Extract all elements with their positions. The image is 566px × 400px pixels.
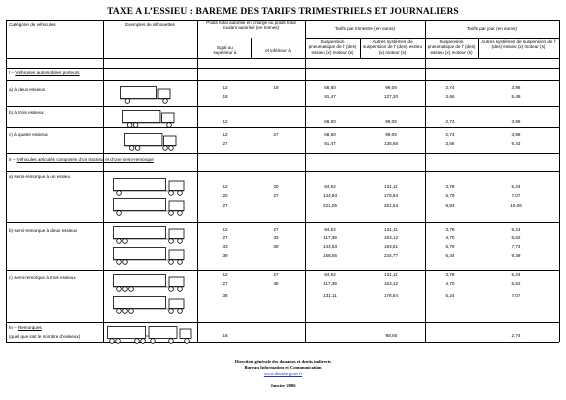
table-cell-a-jour: 7,07	[511, 193, 521, 198]
header-autres-trimestre: Autres systèmes de suspension de l’ (des) essieu (x) moteur (s)	[362, 39, 423, 55]
header-autres-jour: Autres systèmes de suspension de l’ (des) essieu (x) moteur (s)	[481, 39, 556, 50]
row-divider	[6, 106, 559, 107]
table-cell-a-tri: 135,68	[383, 141, 399, 146]
table-cell-a-tri: 176,84	[383, 193, 399, 198]
col-divider	[478, 38, 479, 58]
table-cell-inf: 38	[273, 281, 279, 286]
table-cell-a-tri: 176,84	[383, 293, 399, 298]
table-cell-s-tri: 94,52	[324, 227, 336, 232]
table-cell-a-jour: 3,96	[511, 119, 521, 124]
table-cell-s-tri: 94,52	[324, 272, 336, 277]
table-cell-s-jour: 3,66	[445, 94, 455, 99]
table-cell-a-tri: 99,09	[385, 119, 397, 124]
header-egal-superieur: Egal ou supérieur à	[213, 45, 237, 56]
header-categorie: Catégorie de véhicules	[9, 22, 56, 27]
row-divider	[6, 171, 559, 172]
table-cell-inf: 27	[273, 132, 279, 137]
category-label: a) semi-remorque à un essieu	[9, 174, 71, 179]
row-divider	[6, 153, 559, 154]
table-cell-a-jour: 5,43	[511, 141, 521, 146]
header-suspension-jour: Suspension pneumatique de l’ (des) essieu (x) moteur (s)	[427, 39, 476, 55]
table-cell-s-jour: 2,74	[445, 119, 455, 124]
trailer-icon	[107, 326, 193, 344]
table-cell-a-jour: 3,96	[511, 85, 521, 90]
table-cell-s-tri: 68,60	[324, 119, 336, 124]
table-cell-s-jour: 6,34	[445, 253, 455, 258]
table-cell-eg: 38	[222, 293, 228, 298]
table-cell-s-jour: 3,78	[445, 184, 455, 189]
table-cell-eg: 12	[222, 132, 228, 137]
table-cell-s-tri: 68,60	[324, 85, 336, 90]
remorques-note: (quel que soit le nombre d’essieux)	[9, 334, 81, 339]
section-title: III – Remorques	[9, 325, 42, 330]
table-cell-eg: 12	[222, 227, 228, 232]
table-cell-a-jour: 6,52	[511, 281, 521, 286]
table-cell-eg: 12	[222, 272, 228, 277]
table-cell-a-jour: 3,96	[511, 132, 521, 137]
table-cell-s-jour: 3,78	[445, 227, 455, 232]
header-suspension-trimestre: Suspension pneumatique de l’ (des) essieu (x) moteur (s)	[308, 39, 357, 55]
table-cell-a-tri: 131,11	[384, 184, 398, 189]
table-cell-a-tri: ‘68,60	[384, 333, 398, 338]
table-cell-eg: 12	[222, 85, 228, 90]
row-divider	[6, 68, 559, 69]
semi-one-axle-icon	[113, 178, 187, 196]
table-cell-eg: 33	[222, 244, 228, 249]
col-divider	[360, 38, 361, 58]
table-cell-s-tri: 117,39	[323, 235, 337, 240]
table-cell-s-jour: 3,78	[445, 272, 455, 277]
table-cell-a-jour: 7,74	[511, 244, 521, 249]
table-cell-s-jour: 3,66	[445, 141, 455, 146]
table-cell-inf: 27	[273, 272, 279, 277]
table-cell-a-tri: 137,20	[383, 94, 399, 99]
table-cell-s-jour: 5,79	[445, 193, 455, 198]
table-cell-a-jour: 7,07	[511, 293, 521, 298]
row-divider	[6, 222, 559, 223]
table-cell-eg: 12	[222, 119, 228, 124]
table-cell-s-tri: 144,83	[322, 244, 338, 249]
table-cell-s-tri: 91,47	[324, 94, 336, 99]
table-border-bottom	[6, 342, 559, 343]
footer-date: Janvier 2006	[270, 383, 296, 388]
table-cell-s-jour: 2,74	[445, 85, 455, 90]
table-cell-a-tri: 163,12	[383, 281, 399, 286]
table-cell-a-tri: 193,61	[383, 244, 399, 249]
table-cell-a-tri: 131,11	[384, 272, 398, 277]
table-cell-s-tri: 94,52	[324, 184, 336, 189]
table-cell-a-jour: 10,06	[510, 203, 522, 208]
table-cell-eg: 16	[222, 333, 228, 338]
table-cell-a-jour: 5,24	[511, 227, 521, 232]
page-title: TAXE A L’ESSIEU : BAREME DES TARIFS TRIMESTRIELS ET JOURNALIERS	[107, 7, 459, 17]
row-divider	[6, 127, 559, 128]
table-cell-eg: 20	[222, 193, 228, 198]
category-label: b) à trois essieux	[9, 110, 44, 115]
table-cell-a-jour: 6,52	[511, 235, 521, 240]
table-cell-eg: 27	[222, 281, 228, 286]
table-cell-s-jour: 5,24	[445, 293, 455, 298]
category-label: a) à deux essieux	[9, 87, 46, 92]
table-cell-a-jour: 2,74	[511, 333, 521, 338]
truck-two-axle-icon	[120, 86, 174, 104]
table-cell-s-tri: 158,55	[322, 253, 338, 258]
header-inferieur: et inférieur à	[265, 48, 291, 53]
category-label: b) semi-remorque à deux essieux	[9, 228, 78, 233]
table-cell-a-tri: 163,12	[383, 235, 399, 240]
table-cell-inf: 18	[273, 85, 279, 90]
footer-line2: Bureau Information et Communication	[244, 365, 322, 370]
table-cell-s-jour: 2,74	[445, 132, 455, 137]
row-divider	[6, 80, 559, 81]
table-cell-s-jour: 4,70	[445, 281, 455, 286]
truck-four-axle-icon	[124, 133, 180, 151]
category-label: c) semi-remorque à trois essieux	[9, 275, 76, 280]
footer-line1: Direction générale des douanes et droits indirects	[234, 359, 332, 364]
truck-three-axle-icon	[122, 110, 178, 128]
table-cell-s-tri: 144,83	[322, 193, 338, 198]
header-tarifs-jour: Tarifs par jour (en euros)	[466, 26, 518, 31]
table-cell-eg: 18	[222, 94, 228, 99]
table-cell-inf: 33	[273, 235, 279, 240]
section-title: I – Véhicules automobiles porteurs	[9, 70, 80, 75]
table-cell-s-jour: 4,70	[445, 235, 455, 240]
table-cell-inf: 39	[273, 244, 279, 249]
table-cell-eg: 27	[222, 235, 228, 240]
table-cell-a-tri: 99,09	[385, 85, 397, 90]
table-cell-a-tri: 251,54	[383, 203, 399, 208]
table-cell-inf: 27	[273, 193, 279, 198]
table-cell-eg: 27	[222, 141, 228, 146]
table-cell-eg: 27	[222, 203, 228, 208]
table-cell-a-tri: 234,77	[383, 253, 399, 258]
category-label: c) à quatre essieux	[9, 132, 48, 137]
header-poids-total: Poids total autorisé en charge ou poids total roulant autorisé (en tonnes)	[206, 20, 296, 31]
table-cell-a-jour: 5,24	[511, 184, 521, 189]
table-cell-s-jour: 8,84	[445, 203, 455, 208]
table-cell-s-tri: 221,05	[322, 203, 338, 208]
section-title: II – Véhicules articulés composés d’un tracteur et d’une semi-remorque	[9, 157, 154, 162]
table-cell-a-jour: 9,39	[511, 253, 521, 258]
table-cell-eg: 12	[222, 184, 228, 189]
table-cell-s-tri: 91,47	[324, 141, 336, 146]
table-cell-s-tri: 117,39	[323, 281, 337, 286]
table-cell-s-tri: 131,11	[323, 293, 337, 298]
table-cell-a-tri: 131,11	[384, 227, 398, 232]
header-silhouettes: Exemples de silhouettes	[125, 22, 175, 27]
table-cell-inf: 27	[273, 227, 279, 232]
table-cell-eg: 39	[222, 253, 228, 258]
header-tarifs-trimestre: Tarifs par trimestre (en euros)	[334, 26, 396, 31]
semi-two-axle-icon	[113, 226, 187, 244]
semi-two-axle-icon	[113, 247, 187, 265]
semi-three-axle-icon	[113, 296, 187, 314]
semi-one-axle-icon	[113, 198, 187, 216]
table-cell-s-jour: 5,79	[445, 244, 455, 249]
table-cell-a-jour: 5,49	[511, 94, 521, 99]
table-cell-a-jour: 5,24	[511, 272, 521, 277]
row-divider	[6, 322, 559, 323]
row-divider	[6, 270, 559, 271]
row-divider	[6, 58, 559, 59]
footer-link[interactable]: www.douane.gouv.fr	[263, 371, 303, 376]
table-border-right	[559, 20, 560, 342]
table-cell-inf: 20	[273, 184, 279, 189]
table-cell-a-tri: 99,09	[385, 132, 397, 137]
semi-three-axle-icon	[113, 274, 187, 292]
table-cell-s-tri: 68,60	[324, 132, 336, 137]
